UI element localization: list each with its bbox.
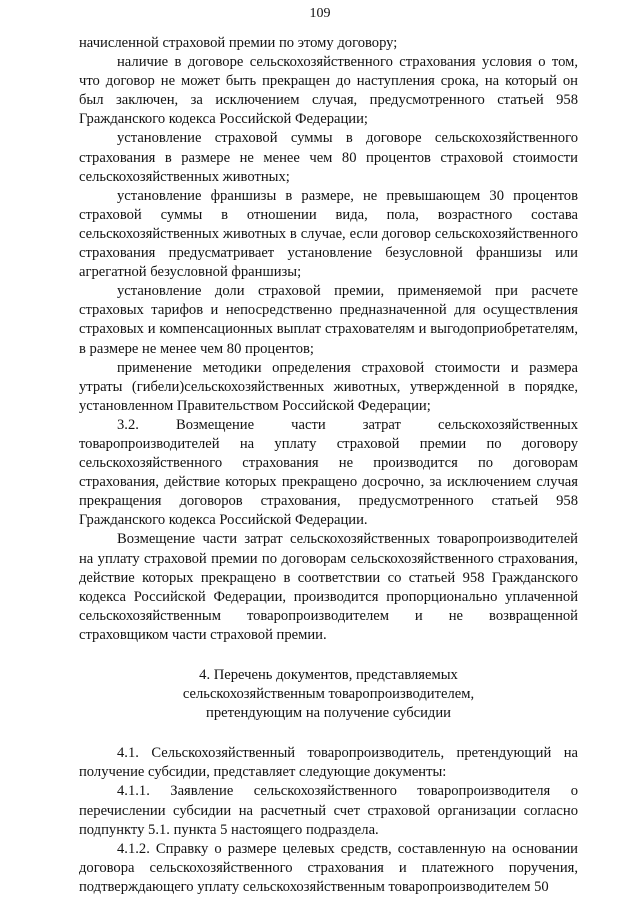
body-text: [79, 34, 578, 897]
paragraph: начисленной страховой премии по этому договору;: [79, 35, 398, 51]
paragraph: 4.1.1. Заявление сельскохозяйственного товаропроизводителя о перечислении субсидии на расчетный счет страховой организации согласно подпункту 5.1. пункта 5 настоящего подраздела.: [79, 783, 578, 838]
paragraph: Возмещение части затрат сельскохозяйственных товаропроизводителей на уплату страховой премии по договорам сельскохозяйственного страхования, действие которых прекращено в соответствии со статьей 958 Гражданского кодекса Российской Федерации, производится пропорционально уплаченной сельскохозяйственным товаропроизводителем и не возвращенной страховщиком части страховой премии.: [79, 531, 578, 643]
section-heading-line: сельскохозяйственным товаропроизводителем,: [182, 686, 475, 703]
paragraph: 4.1.2. Справку о размере целевых средств, составленную на основании договора сельскохозяйственного страхования и платежного поручения, подтверждающего уплату сельскохозяйственным товаропроизводителем 50: [79, 840, 578, 895]
paragraph: 4.1. Сельскохозяйственный товаропроизводитель, претендующий на получение субсидии, представляет следующие документы:: [79, 745, 578, 781]
paragraph: установление доли страховой премии, применяемой при расчете страховых тарифов и непосредственно предназначенной для осуществления страховых и компенсационных выплат страхователям и выгодоприобретателям, в размере не менее чем 80 процентов;: [79, 283, 578, 357]
section-heading-line: 4. Перечень документов, представляемых: [199, 667, 458, 683]
section-heading-line: претендующим на получение субсидии: [206, 705, 451, 722]
paragraph: применение методики определения страховой стоимости и размера утраты (гибели)сельскохозяйственных животных, утвержденной в порядке, установленном Правительством Российской Федерации;: [79, 359, 578, 414]
section-heading: [79, 666, 578, 723]
paragraph: 3.2. Возмещение части затрат сельскохозяйственных товаропроизводителей на уплату страховой премии по договору сельскохозяйственного страхования не производится по договорам страхования, действие которых прекращено досрочно, за исключением случая прекращения договоров страхования, предусмотренного статьей 958 Гражданского кодекса Российской Федерации.: [79, 416, 578, 529]
paragraph: установление франшизы в размере, не превышающем 30 процентов страховой суммы в отношении вида, пола, возрастного состава сельскохозяйственных животных в случае, если договор сельскохозяйственного страхования предусматривает установление безусловной франшизы или агрегатной безусловной франшизы;: [79, 187, 578, 281]
paragraph: наличие в договоре сельскохозяйственного страхования условия о том, что договор не может быть прекращен до наступления срока, на который он был заключен, за исключением случая, предусмотренного статьей 958 Гражданского кодекса Российской Федерации;: [79, 54, 578, 128]
paragraph: установление страховой суммы в договоре сельскохозяйственного страхования в размере не менее чем 80 процентов страховой стоимости сельскохозяйственных животных;: [79, 130, 578, 185]
page-number: 109: [309, 6, 331, 21]
